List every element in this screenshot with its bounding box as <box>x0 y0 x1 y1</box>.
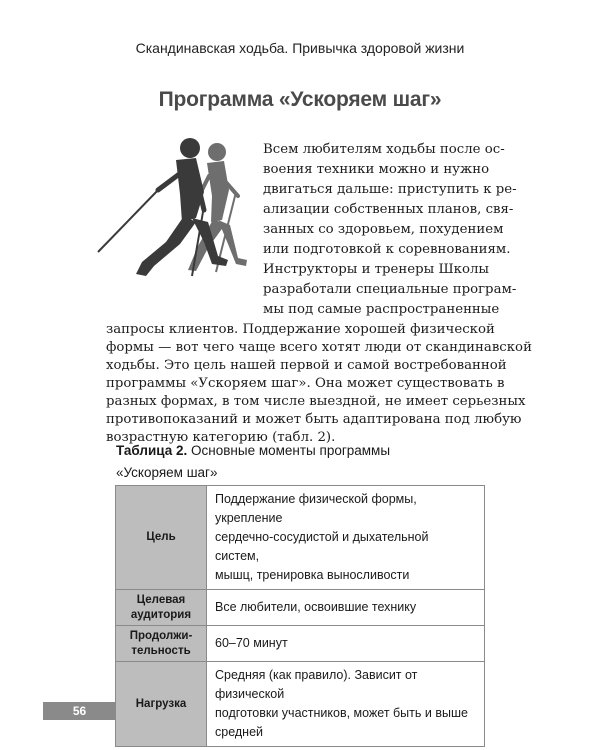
header-cell-text: Продолжи- <box>129 629 193 642</box>
table-row <box>116 626 485 662</box>
body-line: Всем любителям ходьбы после ос- <box>263 142 505 157</box>
header-cell-text: аудитория <box>130 608 192 621</box>
table-header-cell <box>116 590 207 626</box>
body-line: разных формах, в том числе выездной, не имеет серьезных <box>106 394 526 409</box>
value-line: Средняя (как правило). Зависит от физической <box>215 668 418 701</box>
table-caption-label: Таблица 2. <box>116 443 188 458</box>
header-cell-text: тельность <box>131 644 191 657</box>
body-line: программы «Ускоряем шаг». Она может существовать в <box>106 376 505 391</box>
value-line: Все любители, освоившие технику <box>215 600 417 614</box>
nordic-walkers-illustration <box>96 130 256 282</box>
body-line: Инструкторы и тренеры Школы <box>263 262 489 277</box>
table-value-cell <box>207 626 485 662</box>
header-cell-text: Цель <box>146 531 176 543</box>
body-line: занных со здоровьем, похудением <box>263 222 504 237</box>
table-value-cell <box>207 662 485 747</box>
value-line: мышц, тренировка выносливости <box>215 568 410 582</box>
body-line: запросы клиентов. Поддержание хорошей физической <box>106 322 495 337</box>
table-row <box>116 662 485 747</box>
body-line: возрастную категорию (табл. 2). <box>106 430 336 445</box>
body-line: или подготовкой к соревнованиям. <box>263 242 511 257</box>
page-number: 56 <box>43 702 116 720</box>
table-caption-text: Основные моменты программы <box>187 443 391 458</box>
table-caption-text-2: «Ускоряем шаг» <box>116 465 218 480</box>
body-line: мы под самые распространенные <box>263 302 500 317</box>
value-line: Поддержание физической формы, укрепление <box>215 492 417 525</box>
value-line: 60–70 минут <box>215 636 288 650</box>
body-line: формы — вот чего чаще всего хотят люди от скандинавской <box>106 340 532 355</box>
program-table <box>115 485 485 747</box>
body-line: разработали специальные програм- <box>263 282 517 297</box>
table-row <box>116 486 485 590</box>
body-line: двигаться дальше: приступить к ре- <box>263 182 517 197</box>
table-value-cell <box>207 590 485 626</box>
section-title: Программа «Ускоряем шаг» <box>158 88 442 111</box>
header-cell-text: Нагрузка <box>135 697 187 710</box>
table-row <box>116 590 485 626</box>
body-line: противопоказаний и может быть адаптирована под любую <box>106 412 522 427</box>
value-line: средней <box>215 725 264 739</box>
body-line: ходьбы. Это цель нашей первой и самой востребованной <box>106 358 507 373</box>
running-header: Скандинавская ходьба. Привычка здоровой жизни <box>135 40 465 56</box>
table-header-cell <box>116 486 207 590</box>
header-cell-text: Целевая <box>136 593 186 606</box>
table-value-cell <box>207 486 485 590</box>
value-line: сердечно-сосудистой и дыхательной систем, <box>215 530 429 563</box>
table-header-cell <box>116 662 207 747</box>
table-header-cell <box>116 626 207 662</box>
body-line: воения техники можно и нужно <box>263 162 490 177</box>
value-line: подготовки участников, может быть и выше <box>215 706 468 720</box>
body-line: ализации собственных планов, свя- <box>263 202 514 217</box>
